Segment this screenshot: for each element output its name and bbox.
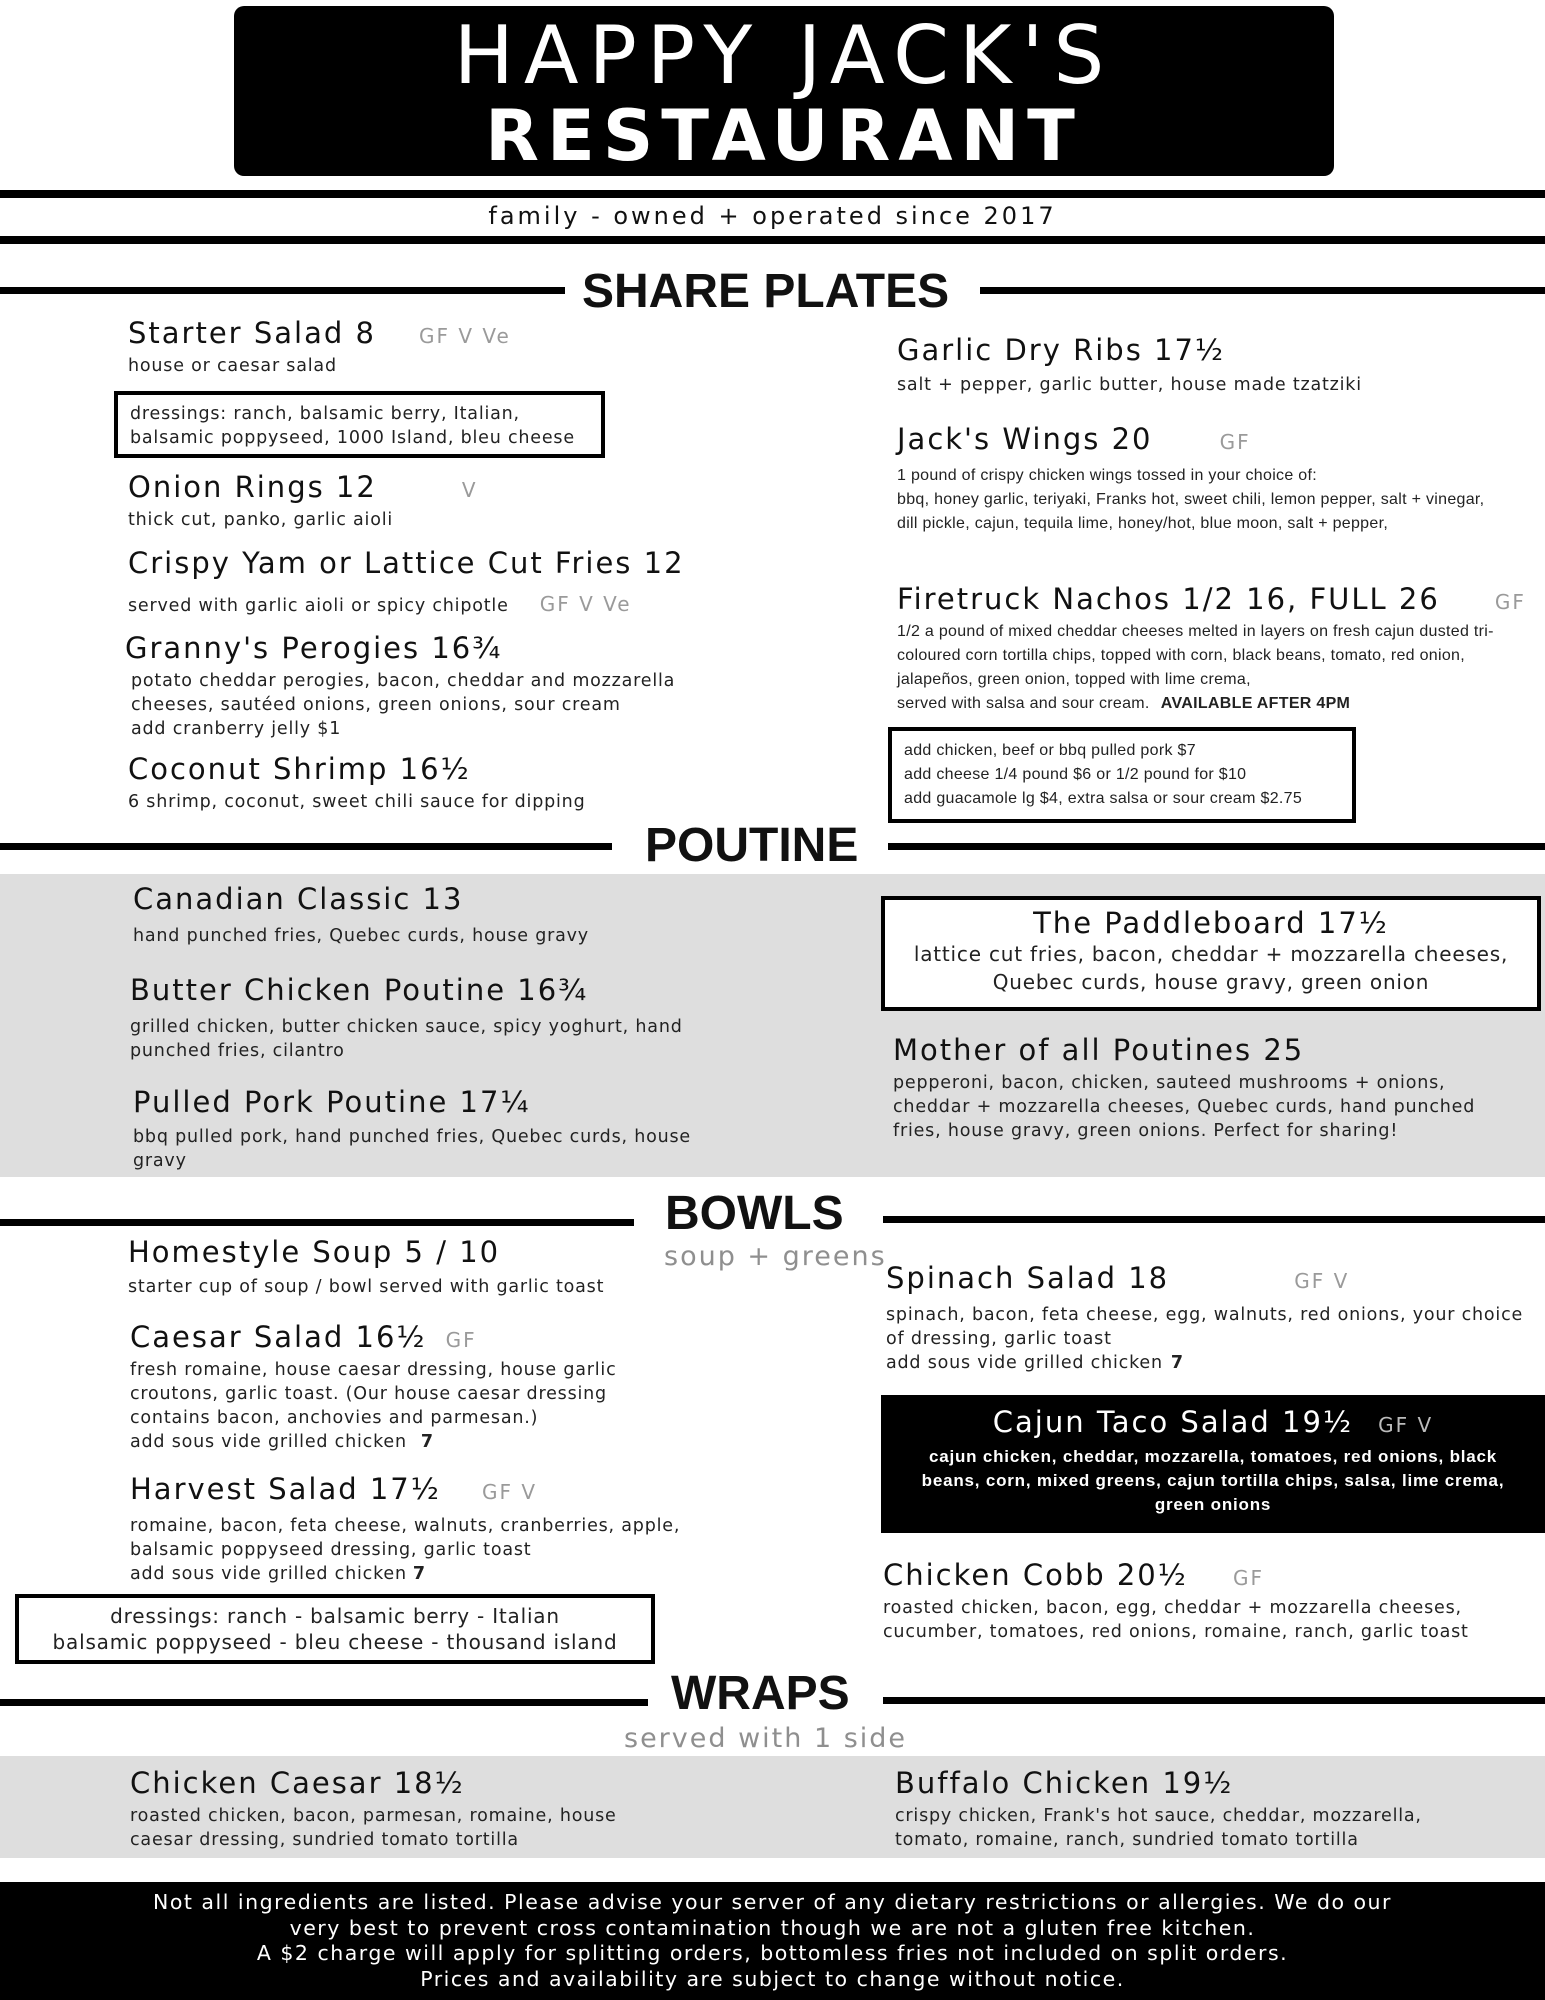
menu-item-canadian-classic	[133, 884, 713, 948]
bowls-subtitle: soup + greens	[664, 1241, 887, 1272]
item-description: crispy chicken, Frank's hot sauce, cheddar, mozzarella, tomato, romaine, ranch, sundried tomato tortilla	[895, 1805, 1422, 1850]
menu-item-onion-rings	[128, 472, 608, 532]
item-name: Caesar Salad 16½	[130, 1320, 427, 1354]
footer-line: very best to prevent cross contamination though we are not a gluten free kitchen.	[289, 1915, 1256, 1940]
wraps-subtitle: served with 1 side	[624, 1723, 908, 1754]
restaurant-title	[234, 9, 1334, 177]
item-description: served with garlic aioli or spicy chipotle	[128, 595, 509, 616]
item-name: Jack's Wings 20	[897, 422, 1153, 456]
wraps-rule-left	[0, 1699, 648, 1706]
dietary-tags: GF	[1232, 1566, 1264, 1590]
dietary-tags: GF	[1494, 590, 1526, 614]
poutine-heading: POUTINE	[645, 819, 859, 872]
item-description: house or caesar salad	[128, 355, 337, 376]
tagline: family - owned + operated since 2017	[488, 202, 1057, 230]
item-name: Firetruck Nachos 1/2 16, FULL 26	[897, 582, 1440, 616]
item-name: Butter Chicken Poutine 16¾	[130, 973, 589, 1007]
poutine-rule-left	[0, 843, 612, 850]
item-name: Garlic Dry Ribs 17½	[897, 333, 1226, 367]
item-description: 1/2 a pound of mixed cheddar cheeses melted in layers on fresh cajun dusted tri-coloured corn tortilla chips, topped with corn, black beans, tomato, red onion, jalapeños, green onion, topped with lime crema,	[897, 622, 1494, 688]
dietary-tags: GF V	[481, 1480, 537, 1504]
menu-item-spinach-salad	[886, 1263, 1536, 1375]
item-name: Chicken Caesar 18½	[130, 1766, 465, 1800]
item-name: Harvest Salad 17½	[130, 1472, 441, 1506]
menu-item-chicken-cobb	[883, 1560, 1533, 1644]
menu-item-chicken-caesar-wrap	[130, 1768, 730, 1852]
bowls-rule-left	[0, 1219, 634, 1226]
menu-item-fries	[128, 548, 728, 618]
item-description: 6 shrimp, coconut, sweet chili sauce for dipping	[128, 791, 586, 812]
menu-item-mother-of-all-poutines	[893, 1035, 1493, 1143]
menu-item-harvest-salad	[130, 1474, 690, 1586]
dressings-line: dressings: ranch - balsamic berry - Italian	[110, 1604, 560, 1628]
item-description: lattice cut fries, bacon, cheddar + mozzarella cheeses, Quebec curds, house gravy, green onion	[913, 941, 1509, 994]
item-description: hand punched fries, Quebec curds, house gravy	[133, 925, 589, 946]
addon-price: 7	[412, 1563, 426, 1584]
footer-line: Not all ingredients are listed. Please advise your server of any dietary restrictions or allergies. We do our	[153, 1890, 1392, 1914]
item-name: Homestyle Soup 5 / 10	[128, 1235, 501, 1269]
item-name: Chicken Cobb 20½	[883, 1558, 1188, 1592]
bowls-rule-right	[883, 1216, 1545, 1223]
item-description: salt + pepper, garlic butter, house made tzatziki	[897, 374, 1362, 395]
addon-price: 7	[420, 1431, 434, 1452]
wraps-rule-right	[883, 1697, 1545, 1704]
flavour-list: bbq, honey garlic, teriyaki, Franks hot, sweet chili, lemon pepper, salt + vinegar, dill pickle, cajun, tequila lime, honey/hot, blue moon, salt + pepper,	[897, 490, 1485, 532]
item-name: Spinach Salad 18	[886, 1261, 1170, 1295]
wraps-heading: WRAPS	[671, 1667, 850, 1720]
item-description: roasted chicken, bacon, egg, cheddar + mozzarella cheeses, cucumber, tomatoes, red onions, romaine, ranch, garlic toast	[883, 1597, 1469, 1642]
item-description: bbq pulled pork, hand punched fries, Quebec curds, house gravy	[133, 1126, 691, 1171]
menu-item-jacks-wings	[897, 424, 1497, 536]
dressings-box	[114, 391, 605, 458]
nacho-addons-box	[888, 727, 1356, 823]
menu-item-coconut-shrimp	[128, 754, 688, 814]
title-line-2: RESTAURANT	[485, 95, 1083, 177]
menu-item-perogies	[125, 633, 685, 741]
addon-line: add chicken, beef or bbq pulled pork $7	[904, 742, 1196, 759]
menu-item-butter-chicken-poutine	[130, 975, 710, 1063]
item-name: Onion Rings 12	[128, 470, 377, 504]
item-name: Cajun Taco Salad 19½	[992, 1405, 1354, 1439]
item-name: Canadian Classic 13	[133, 882, 464, 916]
bowls-dressings-box	[15, 1594, 655, 1664]
title-line-1: HAPPY JACK'S	[453, 9, 1115, 102]
item-name: Mother of all Poutines 25	[893, 1033, 1305, 1067]
addon-text: add sous vide grilled chicken	[130, 1563, 407, 1584]
item-serving: served with salsa and sour cream.	[897, 694, 1150, 712]
menu-item-firetruck-nachos	[897, 584, 1537, 716]
item-description: thick cut, panko, garlic aioli	[128, 509, 394, 530]
paddleboard-box	[881, 896, 1541, 1011]
footer-line: A $2 charge will apply for splitting orders, bottomless fries not included on split orders.	[256, 1941, 1289, 1965]
dietary-tags: GF	[1219, 430, 1251, 454]
addon-text: add sous vide grilled chicken	[130, 1431, 407, 1452]
menu-item-homestyle-soup	[128, 1237, 688, 1299]
availability-note: AVAILABLE AFTER 4PM	[1160, 694, 1351, 712]
item-name: Starter Salad 8	[128, 316, 376, 350]
dietary-tags: GF V Ve	[539, 591, 632, 616]
item-name: Crispy Yam or Lattice Cut Fries 12	[128, 546, 685, 580]
dressings-text: dressings: ranch, balsamic berry, Italian, balsamic poppyseed, 1000 Island, bleu cheese	[130, 404, 575, 448]
item-name: The Paddleboard 17½	[1033, 906, 1389, 940]
item-description: romaine, bacon, feta cheese, walnuts, cranberries, apple, balsamic poppyseed dressing, garlic toast	[130, 1515, 681, 1560]
item-description: 1 pound of crispy chicken wings tossed in your choice of:	[897, 466, 1317, 484]
item-name: Coconut Shrimp 16½	[128, 752, 471, 786]
share-plates-rule-left	[0, 287, 565, 294]
menu-item-garlic-dry-ribs	[897, 335, 1497, 397]
item-name: Granny's Perogies 16¾	[125, 631, 503, 665]
dietary-tags: V	[461, 478, 478, 502]
item-description: roasted chicken, bacon, parmesan, romaine, house caesar dressing, sundried tomato tortilla	[130, 1805, 617, 1850]
footer-line: Prices and availability are subject to change without notice.	[420, 1966, 1125, 1991]
addon-price: 7	[1170, 1352, 1184, 1373]
dietary-tags: GF V	[1294, 1269, 1350, 1293]
addon-line: add guacamole lg $4, extra salsa or sour cream $2.75	[904, 790, 1303, 807]
item-description: cajun chicken, cheddar, mozzarella, tomatoes, red onions, black beans, corn, mixed greens, cajun tortilla chips, salsa, lime crema, green onions	[921, 1446, 1505, 1514]
addon-line: add cheese 1/4 pound $6 or 1/2 pound for $10	[904, 766, 1247, 783]
bowls-heading: BOWLS	[665, 1187, 844, 1240]
item-name: Pulled Pork Poutine 17¼	[133, 1085, 531, 1119]
cajun-taco-salad-box	[881, 1395, 1545, 1533]
footer-disclaimer	[0, 1882, 1545, 2000]
dietary-tags: GF V	[1378, 1413, 1434, 1437]
share-plates-rule-right	[980, 287, 1545, 294]
dietary-tags: GF V Ve	[419, 324, 511, 348]
item-description: grilled chicken, butter chicken sauce, spicy yoghurt, hand punched fries, cilantro	[130, 1016, 683, 1061]
dressings-line: balsamic poppyseed - bleu cheese - thousand island	[52, 1630, 618, 1654]
header-rule-bottom	[0, 236, 1545, 244]
item-description: fresh romaine, house caesar dressing, house garlic croutons, garlic toast. (Our house caesar dressing contains bacon, anchovies and parmesan.)	[130, 1359, 617, 1428]
addon-text: add sous vide grilled chicken	[886, 1352, 1163, 1373]
menu-item-buffalo-chicken-wrap	[895, 1768, 1495, 1852]
dietary-tags: GF	[445, 1328, 477, 1352]
poutine-rule-right	[888, 843, 1545, 850]
item-name: Buffalo Chicken 19½	[895, 1766, 1234, 1800]
share-plates-heading: SHARE PLATES	[582, 265, 950, 318]
header-rule-top	[0, 190, 1545, 198]
item-description: starter cup of soup / bowl served with garlic toast	[128, 1276, 605, 1297]
menu-item-pulled-pork-poutine	[133, 1087, 713, 1173]
menu-item-caesar-salad	[130, 1322, 660, 1454]
item-description: spinach, bacon, feta cheese, egg, walnuts, red onions, your choice of dressing, garlic toast	[886, 1304, 1524, 1349]
item-description: potato cheddar perogies, bacon, cheddar and mozzarella cheeses, sautéed onions, green onions, sour cream	[131, 670, 676, 715]
item-description: pepperoni, bacon, chicken, sauteed mushrooms + onions, cheddar + mozzarella cheeses, Quebec curds, hand punched fries, house gravy, green onions. Perfect for sharing!	[893, 1072, 1476, 1141]
menu-item-starter-salad	[128, 318, 608, 378]
item-addon: add cranberry jelly $1	[131, 718, 342, 739]
